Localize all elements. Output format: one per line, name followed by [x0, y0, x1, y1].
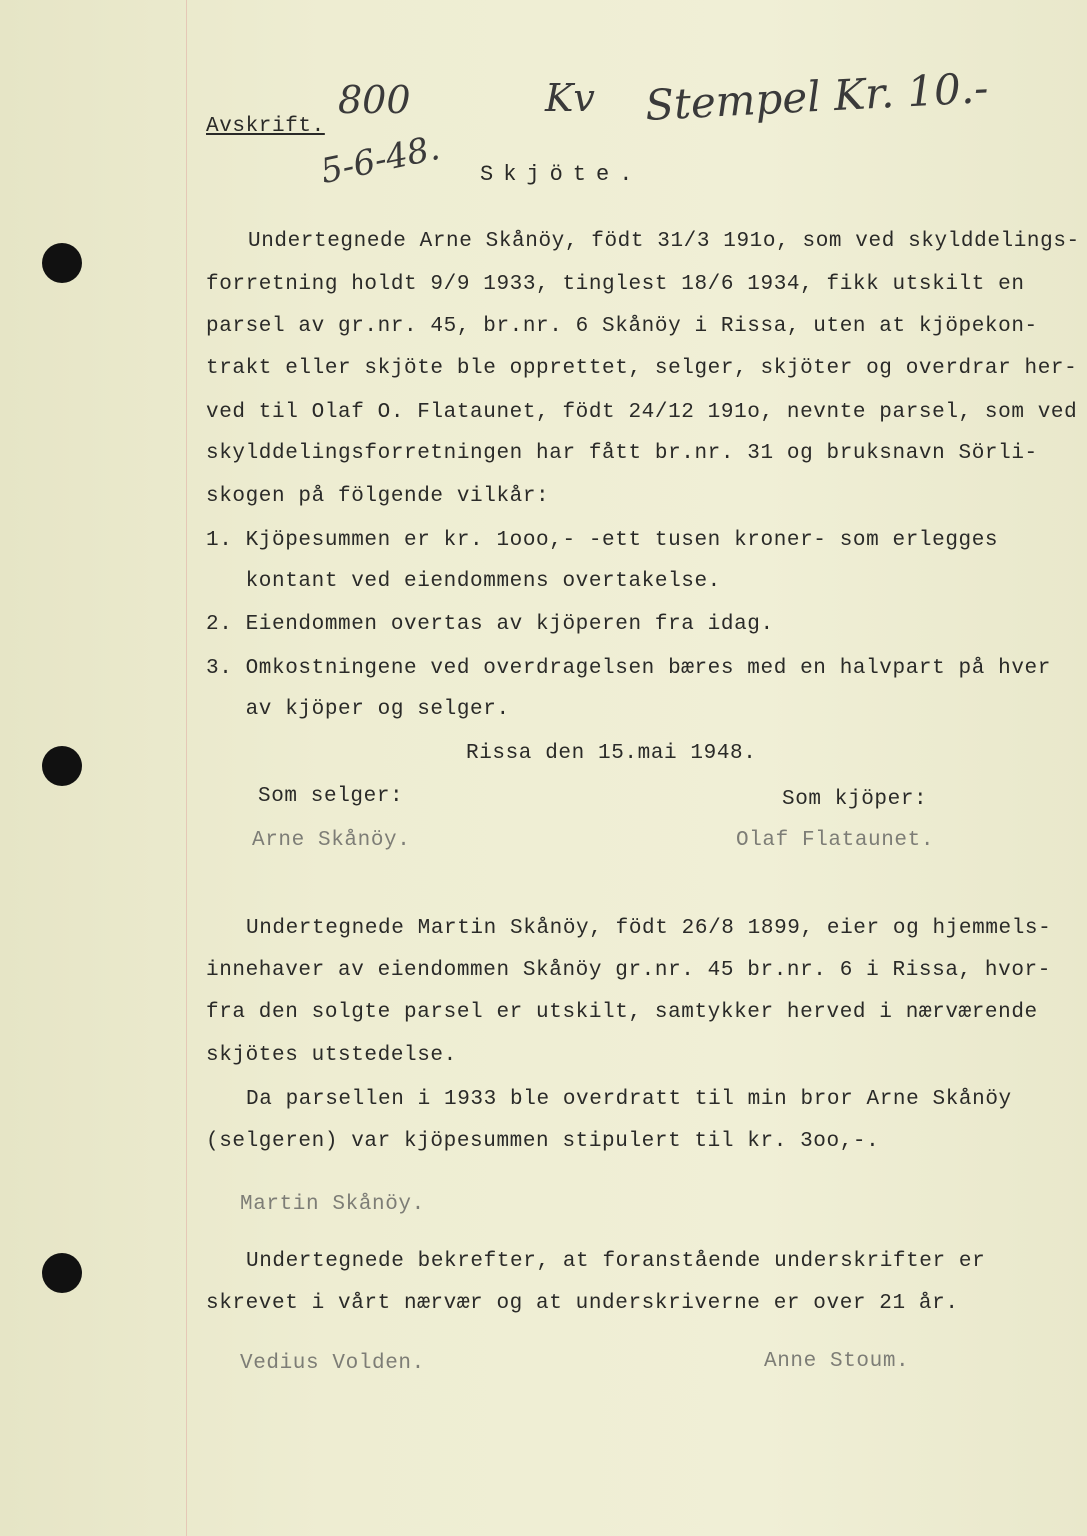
p4-line: skrevet i vårt nærvær og at underskriverne er over 21 år. — [206, 1292, 959, 1315]
document-title: Skjöte. — [480, 162, 643, 187]
seller-signature: Arne Skånöy. — [252, 829, 411, 852]
p3-line: Da parsellen i 1933 ble overdratt til min bror Arne Skånöy — [246, 1088, 1012, 1111]
p1-line: forretning holdt 9/9 1933, tinglest 18/6 1934, fikk utskilt en — [206, 273, 1025, 296]
p3-line: (selgeren) var kjöpesummen stipulert til kr. 3oo,-. — [206, 1130, 880, 1153]
handwritten-initials: Kv — [545, 76, 595, 120]
punch-hole — [42, 243, 82, 283]
p1-line: parsel av gr.nr. 45, br.nr. 6 Skånöy i Rissa, uten at kjöpekon- — [206, 315, 1038, 338]
p1-line: Undertegnede Arne Skånöy, födt 31/3 191o, som ved skylddelings- — [248, 230, 1080, 253]
martin-signature: Martin Skånöy. — [240, 1193, 425, 1216]
margin-rule — [186, 0, 187, 1536]
seller-label: Som selger: — [258, 785, 404, 808]
condition-line: kontant ved eiendommens overtakelse. — [206, 570, 721, 593]
p2-line: fra den solgte parsel er utskilt, samtykker herved i nærværende — [206, 1001, 1038, 1024]
p2-line: innehaver av eiendommen Skånöy gr.nr. 45 br.nr. 6 i Rissa, hvor- — [206, 959, 1051, 982]
condition-line: 2. Eiendommen overtas av kjöperen fra idag. — [206, 613, 774, 636]
condition-line: av kjöper og selger. — [206, 698, 510, 721]
handwritten-date: 5-6-48. — [317, 127, 444, 193]
p1-line: ved til Olaf O. Flataunet, födt 24/12 191o, nevnte parsel, som ved — [206, 401, 1078, 424]
place-date: Rissa den 15.mai 1948. — [466, 742, 757, 765]
p2-line: Undertegnede Martin Skånöy, födt 26/8 1899, eier og hjemmels- — [246, 917, 1052, 940]
p1-line: skogen på fölgende vilkår: — [206, 485, 550, 508]
buyer-label: Som kjöper: — [782, 788, 928, 811]
p4-line: Undertegnede bekrefter, at foranstående underskrifter er — [246, 1250, 986, 1273]
buyer-signature: Olaf Flataunet. — [736, 829, 935, 852]
p2-line: skjötes utstedelse. — [206, 1044, 457, 1067]
avskrift-label: Avskrift. — [206, 115, 325, 138]
punch-hole — [42, 746, 82, 786]
witness-signature: Anne Stoum. — [764, 1350, 910, 1373]
p1-line: skylddelingsforretningen har fått br.nr. 31 og bruksnavn Sörli- — [206, 442, 1038, 465]
condition-line: 1. Kjöpesummen er kr. 1ooo,- -ett tusen kroner- som erlegges — [206, 529, 999, 552]
witness-signature: Vedius Volden. — [240, 1352, 425, 1375]
condition-line: 3. Omkostningene ved overdragelsen bæres med en halvpart på hver — [206, 657, 1051, 680]
punch-hole — [42, 1253, 82, 1293]
handwritten-number: 800 — [338, 78, 411, 122]
p1-line: trakt eller skjöte ble opprettet, selger, skjöter og overdrar her- — [206, 357, 1078, 380]
handwritten-stamp-fee: Stempel Kr. 10.- — [643, 63, 990, 130]
